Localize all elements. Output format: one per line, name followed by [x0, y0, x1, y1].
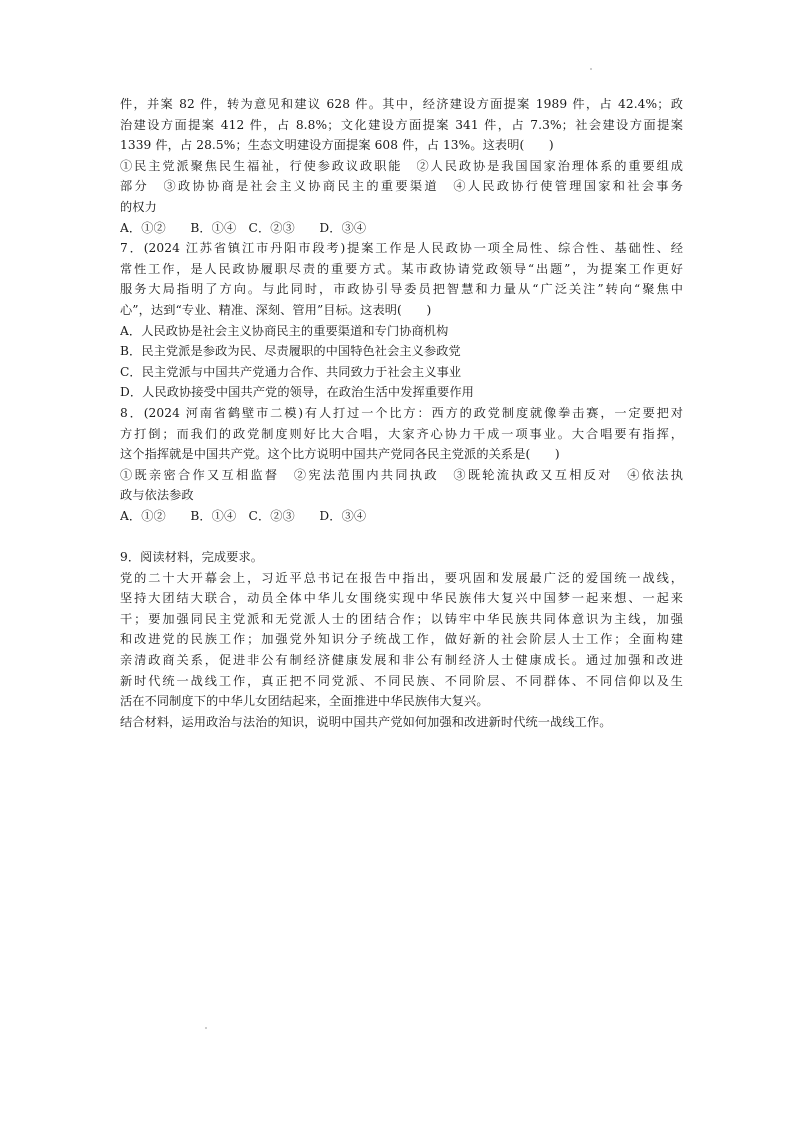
question-6-statement-line: 的权力 [120, 199, 157, 214]
question-6-stem-line: 治建设方面提案 412 件，占 8.8%；文化建设方面提案 341 件，占 7.3%；社会建设方面提案 [120, 117, 683, 132]
question-7-option-d: D．人民政协接受中国共产党的领导，在政治生活中发挥重要作用 [120, 385, 474, 400]
question-9-title: 9．阅读材料，完成要求。 [120, 550, 264, 565]
question-8-options: A．①② B．①④ C．②③ D．③④ [120, 508, 367, 523]
scan-speck [590, 68, 592, 70]
question-8-stem-line: 8．(2024 河南省鹤壁市二模)有人打过一个比方：西方的政党制度就像拳击赛，一定要把对 [120, 405, 683, 420]
question-6-statement-line: ①民主党派聚焦民生福祉，行使参政议政职能 ②人民政协是我国国家治理体系的重要组成 [120, 158, 683, 173]
question-7-option-b: B．民主党派是参政为民、尽责履职的中国特色社会主义参政党 [120, 344, 461, 359]
question-7-stem-line: 7．(2024 江苏省镇江市丹阳市段考)提案工作是人民政协一项全局性、综合性、基础性、经 [120, 241, 683, 256]
spacer [120, 526, 683, 547]
question-9-material-line: 党的二十大开幕会上，习近平总书记在报告中指出，要巩固和发展最广泛的爱国统一战线， [120, 570, 683, 585]
question-9-material-line: 坚持大团结大联合，动员全体中华儿女围绕实现中华民族伟大复兴中国梦一起来想、一起来 [120, 591, 683, 606]
question-7-stem-line: 常性工作，是人民政协履职尽责的重要方式。某市政协请党政领导“出题”，为提案工作更好 [120, 261, 683, 276]
page-content [120, 94, 683, 732]
question-7-stem-line: 服务大局指明了方向。与此同时，市政协引导委员把智慧和力量从“广泛关注”转向“聚焦中 [120, 282, 683, 297]
question-9-requirement: 结合材料，运用政治与法治的知识，说明中国共产党如何加强和改进新时代统一战线工作。 [120, 714, 612, 729]
question-9-material-line: 新时代统一战线工作，真正把不同党派、不同民族、不同阶层、不同群体、不同信仰以及生 [120, 673, 683, 688]
question-9-material-line: 和改进党的民族工作；加强党外知识分子统战工作，做好新的社会阶层人士工作；全面构建 [120, 632, 683, 647]
question-6-options: A．①② B．①④ C．②③ D．③④ [120, 220, 367, 235]
question-7-stem-line: 心”，达到“专业、精准、深刻、管用”目标。这表明( ) [120, 302, 432, 317]
question-8-statement-line: 政与依法参政 [120, 488, 194, 503]
question-8-statement-line: ①既亲密合作又互相监督 ②宪法范围内共同执政 ③既轮流执政又互相反对 ④依法执 [120, 467, 683, 482]
question-8-stem-line: 方打倒；而我们的政党制度则好比大合唱，大家齐心协力干成一项事业。大合唱要有指挥， [120, 426, 683, 441]
question-8 [120, 403, 683, 527]
question-9-material-line: 亲清政商关系，促进非公有制经济健康发展和非公有制经济人士健康成长。通过加强和改进 [120, 653, 683, 668]
question-7-option-a: A．人民政协是社会主义协商民主的重要渠道和专门协商机构 [120, 323, 449, 338]
question-9 [120, 547, 683, 732]
question-9-material-line: 干；要加强同民主党派和无党派人士的团结合作；以铸牢中华民族共同体意识为主线，加强 [120, 611, 683, 626]
question-8-stem-line: 这个指挥就是中国共产党。这个比方说明中国共产党同各民主党派的关系是( ) [120, 447, 560, 462]
scan-speck [205, 1027, 207, 1029]
question-6-statement-line: 部分 ③政协协商是社会主义协商民主的重要渠道 ④人民政协行使管理国家和社会事务 [120, 179, 683, 194]
question-7-option-c: C．民主党派与中国共产党通力合作、共同致力于社会主义事业 [120, 364, 462, 379]
question-6 [120, 94, 683, 238]
question-7 [120, 238, 683, 403]
question-6-stem-line: 1339 件，占 28.5%；生态文明建设方面提案 608 件，占 13%。这表明( ) [120, 138, 554, 153]
question-6-stem-line: 件，并案 82 件，转为意见和建议 628 件。其中，经济建设方面提案 1989 件，占 42.4%；政 [120, 97, 683, 111]
question-9-material-line: 活在不同制度下的中华儿女团结起来，全面推进中华民族伟大复兴。 [120, 694, 489, 709]
